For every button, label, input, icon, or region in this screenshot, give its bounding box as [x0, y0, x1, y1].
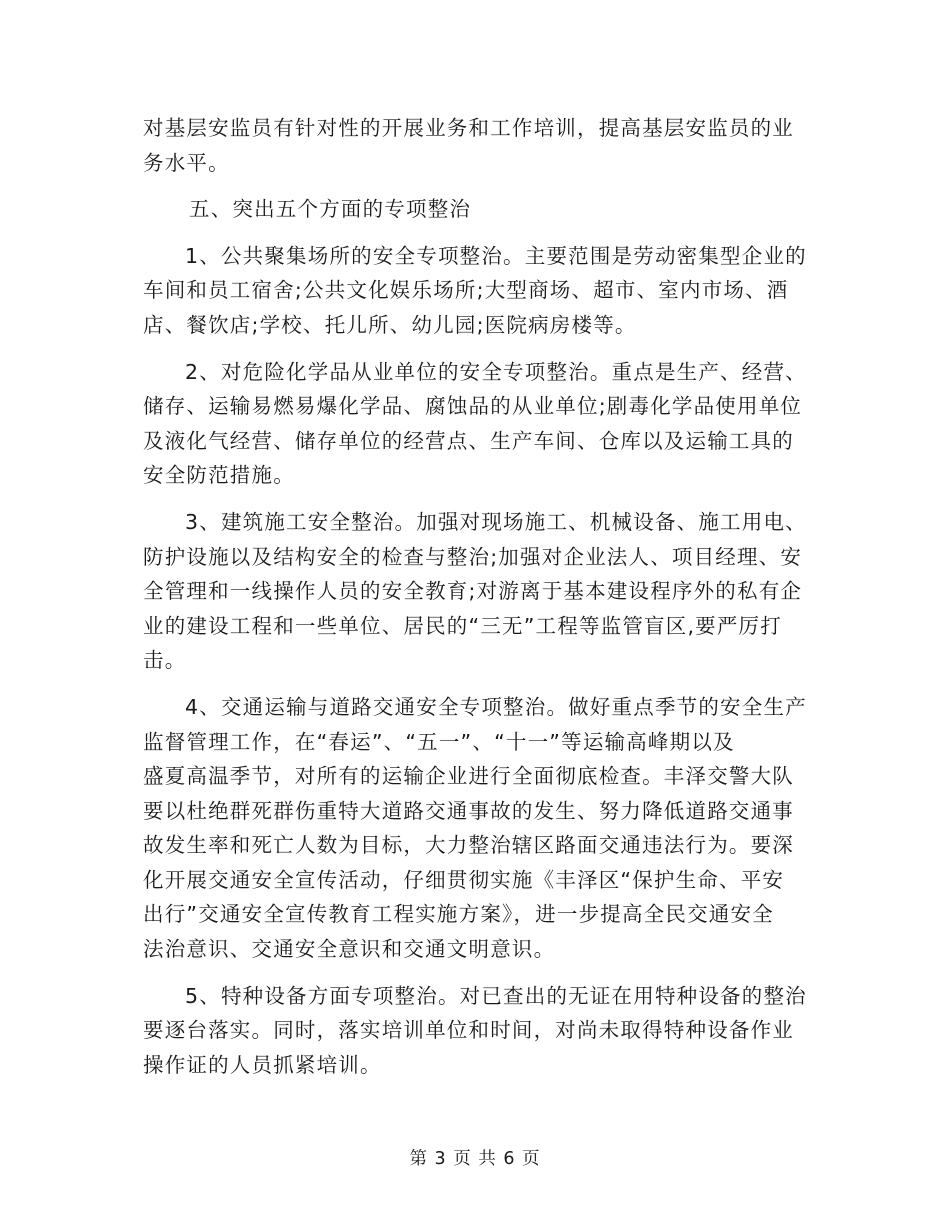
text-line: 5、特种设备方面专项整治。对已查出的无证在用特种设备的整治: [185, 983, 807, 1008]
text-line: 出行”交通安全宣传教育工程实施方案》，进一步提高全民交通安全: [143, 902, 774, 927]
text-line: 4、交通运输与道路交通安全专项整治。做好重点季节的安全生产: [185, 694, 807, 719]
text-line: 车间和员工宿舍;公共文化娱乐场所;大型商场、超市、室内市场、酒: [143, 278, 789, 303]
text-line: 及液化气经营、储存单位的经营点、生产车间、仓库以及运输工具的: [143, 428, 794, 453]
section-heading: 五、突出五个方面的专项整治: [189, 197, 472, 222]
text-line: 储存、运输易燃易爆化学品、腐蚀品的从业单位;剧毒化学品使用单位: [143, 394, 803, 419]
body-text: [143, 111, 813, 1082]
text-line: 法治意识、交通安全意识和交通文明意识。: [143, 937, 556, 962]
text-line: 监督管理工作，在“春运”、“五一”、“十一”等运输高峰期以及: [143, 729, 735, 754]
page-number-footer: 第 3 页 共 6 页: [409, 1149, 541, 1169]
text-line: 1、公共聚集场所的安全专项整治。主要范围是劳动密集型企业的: [185, 243, 807, 268]
text-line: 击。: [143, 648, 187, 673]
text-line: 安全防范措施。: [143, 463, 295, 488]
text-line: 化开展交通安全宣传活动，仔细贯彻实施《丰泽区“保护生命、平安: [143, 867, 785, 892]
text-line: 要以杜绝群死群伤重特大道路交通事故的发生、努力降低道路交通事: [143, 798, 794, 823]
text-line: 业的建设工程和一些单位、居民的“三无”工程等监管盲区,要严厉打: [143, 613, 782, 638]
text-line: 店、餐饮店;学校、托儿所、幼儿园;医院病房楼等。: [143, 312, 637, 337]
text-line: 对基层安监员有针对性的开展业务和工作培训，提高基层安监员的业: [143, 116, 794, 140]
text-line: 操作证的人员抓紧培训。: [143, 1052, 382, 1077]
text-line: 盛夏高温季节，对所有的运输企业进行全面彻底检查。丰泽交警大队: [143, 764, 794, 789]
text-line: 要逐台落实。同时，落实培训单位和时间，对尚未取得特种设备作业: [143, 1018, 794, 1043]
text-line: 防护设施以及结构安全的检查与整治;加强对企业法人、项目经理、安: [143, 544, 803, 569]
text-line: 3、建筑施工安全整治。加强对现场施工、机械设备、施工用电、: [185, 509, 807, 534]
text-line: 故发生率和死亡人数为目标，大力整治辖区路面交通违法行为。要深: [143, 833, 794, 858]
text-line: 务水平。: [143, 150, 230, 175]
text-line: 全管理和一线操作人员的安全教育;对游离于基本建设程序外的私有企: [143, 579, 803, 604]
text-line: 2、对危险化学品从业单位的安全专项整治。重点是生产、经营、: [185, 359, 807, 384]
